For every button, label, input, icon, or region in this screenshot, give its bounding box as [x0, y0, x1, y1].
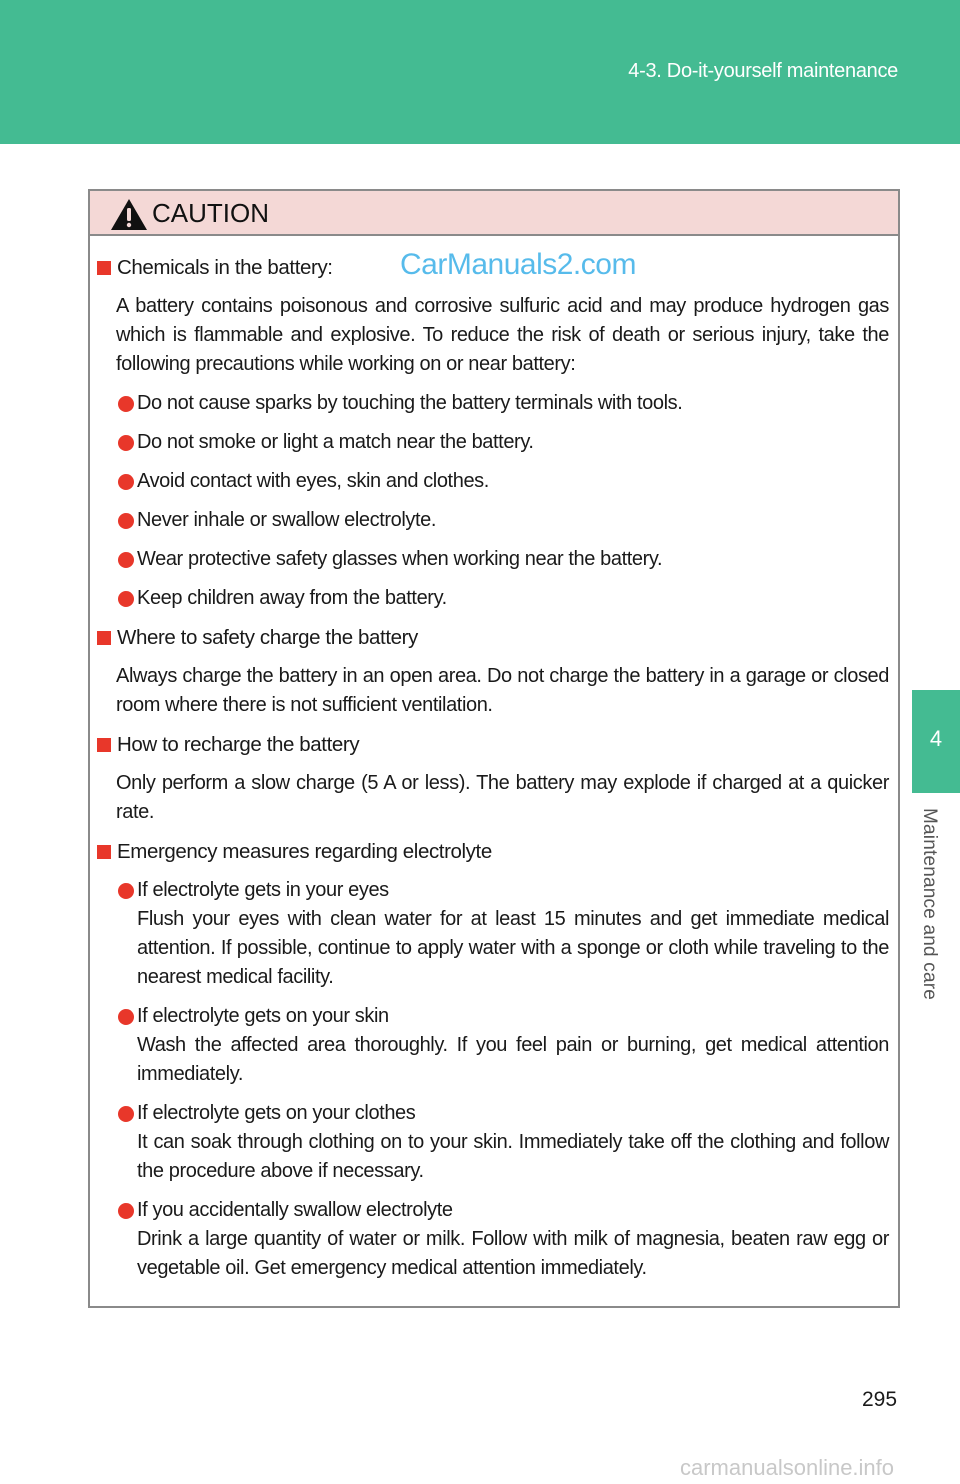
section-heading	[97, 837, 889, 866]
bullet-text: Avoid contact with eyes, skin and clothes.	[137, 470, 489, 492]
heading-text: Where to safety charge the battery	[117, 626, 418, 649]
paragraph: Only perform a slow charge (5 A or less). The battery may explode if charged at a quicker rate.	[116, 772, 889, 823]
bullet-title: If electrolyte gets on your clothes	[137, 1102, 416, 1124]
caution-header	[90, 191, 898, 236]
page-number: 295	[862, 1388, 898, 1411]
bullet-text: It can soak through clothing on to your skin. Immediately take off the clothing and follow the procedure above if necessary.	[137, 1131, 889, 1182]
warning-icon	[110, 198, 148, 231]
square-bullet-icon	[97, 738, 111, 752]
paragraph: Always charge the battery in an open area. Do not charge the battery in a garage or closed room where there is not sufficient ventilation.	[116, 665, 889, 716]
heading-text: How to recharge the battery	[117, 733, 360, 756]
bullet-text: Keep children away from the battery.	[137, 587, 447, 609]
bullet-title: If electrolyte gets in your eyes	[137, 879, 389, 901]
watermark: CarManuals2.com	[400, 248, 636, 281]
bullet-item	[97, 389, 889, 418]
caution-content	[90, 236, 898, 1283]
round-bullet-icon	[118, 1203, 134, 1219]
round-bullet-icon	[118, 591, 134, 607]
bullet-title: If you accidentally swallow electrolyte	[137, 1199, 453, 1221]
chapter-tab[interactable]: 4	[912, 690, 960, 793]
round-bullet-icon	[118, 435, 134, 451]
bullet-text: Do not cause sparks by touching the battery terminals with tools.	[137, 392, 683, 414]
bullet-item	[97, 467, 889, 496]
square-bullet-icon	[97, 631, 111, 645]
caution-title: CAUTION	[152, 198, 269, 228]
square-bullet-icon	[97, 845, 111, 859]
section-heading	[97, 623, 889, 652]
bullet-text: Never inhale or swallow electrolyte.	[137, 509, 437, 531]
square-bullet-icon	[97, 261, 111, 275]
bullet-item	[97, 584, 889, 613]
bullet-item	[97, 1196, 889, 1283]
section-title: 4-3. Do-it-yourself maintenance	[628, 60, 898, 82]
round-bullet-icon	[118, 396, 134, 412]
caution-box	[88, 189, 900, 1308]
section-header	[0, 0, 960, 144]
bullet-item	[97, 428, 889, 457]
section-heading	[97, 730, 889, 759]
round-bullet-icon	[118, 883, 134, 899]
heading-text: Chemicals in the battery:	[117, 256, 333, 279]
round-bullet-icon	[118, 1009, 134, 1025]
bullet-text: Do not smoke or light a match near the battery.	[137, 431, 534, 453]
round-bullet-icon	[118, 552, 134, 568]
bullet-text: Drink a large quantity of water or milk. Follow with milk of magnesia, beaten raw egg or vegetable oil. Get emergency medical attention immediately.	[137, 1228, 889, 1279]
paragraph: A battery contains poisonous and corrosive sulfuric acid and may produce hydrogen gas which is flammable and explosive. To reduce the risk of death or serious injury, take the following precautions while working on or near battery:	[116, 295, 889, 375]
bullet-item	[97, 1099, 889, 1186]
bullet-item	[97, 1002, 889, 1089]
bullet-text: Wash the affected area thoroughly. If you feel pain or burning, get medical attention immediately.	[137, 1034, 889, 1085]
bullet-title: If electrolyte gets on your skin	[137, 1005, 389, 1027]
bullet-item	[97, 876, 889, 992]
bullet-text: Wear protective safety glasses when working near the battery.	[137, 548, 663, 570]
bullet-item	[97, 545, 889, 574]
round-bullet-icon	[118, 1106, 134, 1122]
round-bullet-icon	[118, 474, 134, 490]
footer-watermark: carmanualsonline.info	[680, 1455, 895, 1480]
chapter-label: Maintenance and care	[919, 808, 940, 1001]
round-bullet-icon	[118, 513, 134, 529]
bullet-text: Flush your eyes with clean water for at least 15 minutes and get immediate medical attention. If possible, continue to apply water with a sponge or cloth while traveling to the nearest medical facility.	[137, 908, 889, 988]
heading-text: Emergency measures regarding electrolyte	[117, 840, 492, 863]
bullet-item	[97, 506, 889, 535]
